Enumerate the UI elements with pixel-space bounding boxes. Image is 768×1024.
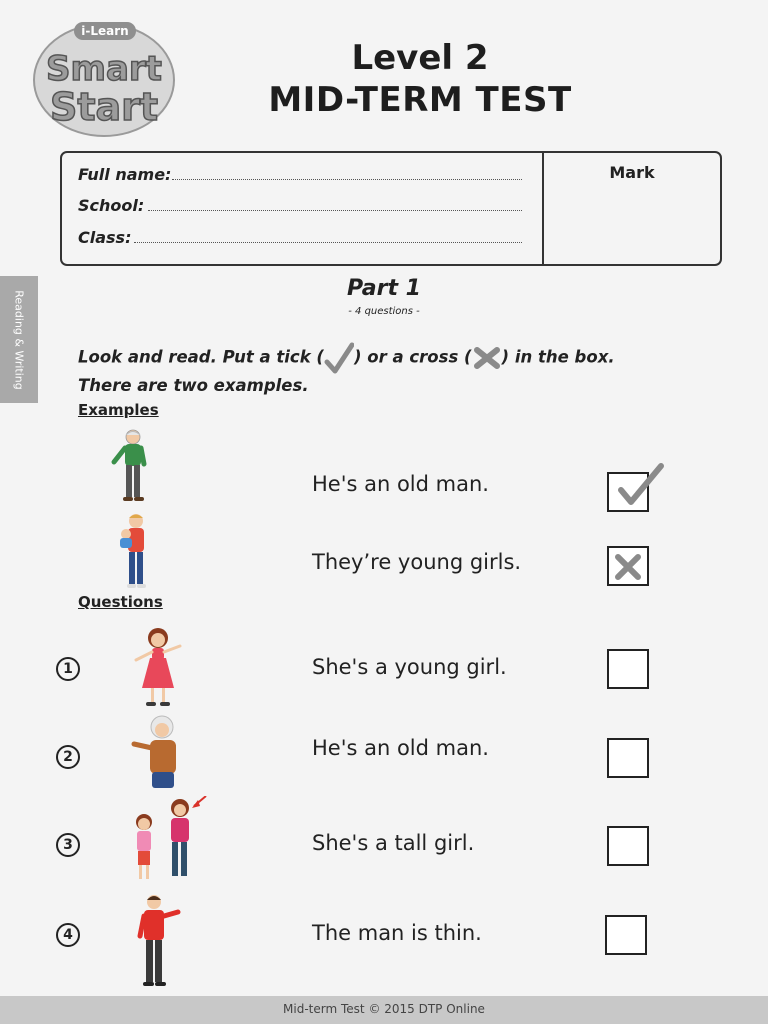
footer: Mid-term Test © 2015 DTP Online: [0, 996, 768, 1024]
question-number-1: 1: [56, 657, 80, 681]
question-3-answer-box[interactable]: [607, 826, 649, 866]
question-number-3: 3: [56, 833, 80, 857]
question-1-sentence: She's a young girl.: [312, 655, 507, 679]
mark-label: Mark: [609, 163, 655, 182]
student-info-box: [60, 151, 722, 266]
question-1-answer-box[interactable]: [607, 649, 649, 689]
side-tab-label: Reading & Writing: [12, 289, 26, 390]
question-3-sentence: She's a tall girl.: [312, 831, 475, 855]
question-4-answer-box[interactable]: [605, 915, 647, 955]
logo-word-smart: Smart: [46, 49, 162, 89]
instruction-line2: There are two examples.: [78, 376, 309, 395]
instruction-part-a: Look and read. Put a tick (: [78, 347, 324, 367]
question-count: - 4 questions -: [348, 306, 420, 317]
full-name-field[interactable]: [78, 165, 171, 184]
questions-heading: Questions: [78, 593, 163, 611]
example-2-answer-box: [607, 546, 649, 586]
thin-man-illustration: [130, 892, 186, 990]
school-label: School:: [78, 196, 145, 215]
smart-start-logo: [30, 18, 178, 138]
cross-icon: [472, 346, 502, 370]
part-title: Part 1: [347, 276, 421, 301]
question-4-sentence: The man is thin.: [312, 921, 482, 945]
example-2-sentence: They’re young girls.: [312, 550, 522, 574]
level-title: Level 2: [351, 38, 489, 78]
instructions: [78, 342, 698, 397]
class-label: Class:: [78, 228, 132, 247]
question-2-answer-box[interactable]: [607, 738, 649, 778]
logo-word-start: Start: [49, 85, 159, 129]
full-name-label: Full name:: [78, 165, 172, 184]
examples-heading: Examples: [78, 401, 159, 419]
two-girls-illustration: [126, 796, 212, 884]
young-girl-illustration: [126, 626, 188, 710]
cross-mark-icon: [609, 548, 649, 586]
instruction-part-c: ) in the box.: [501, 347, 615, 367]
question-number-2: 2: [56, 745, 80, 769]
test-title: MID-TERM TEST: [268, 80, 572, 120]
class-field[interactable]: [78, 228, 131, 247]
question-2-sentence: He's an old man.: [312, 736, 489, 760]
logo-top-text: i-Learn: [81, 24, 129, 38]
example-1-answer-box: [607, 472, 649, 512]
school-field[interactable]: [78, 196, 144, 215]
tick-mark-icon: [615, 464, 675, 514]
man-with-baby-illustration: [114, 512, 154, 592]
tick-icon: [324, 342, 354, 374]
old-man-illustration: [106, 428, 156, 504]
section-side-tab: [0, 276, 38, 403]
question-number-4: 4: [56, 923, 80, 947]
old-woman-illustration: [126, 714, 186, 792]
instruction-part-b: ) or a cross (: [353, 347, 472, 367]
example-1-sentence: He's an old man.: [312, 472, 489, 496]
